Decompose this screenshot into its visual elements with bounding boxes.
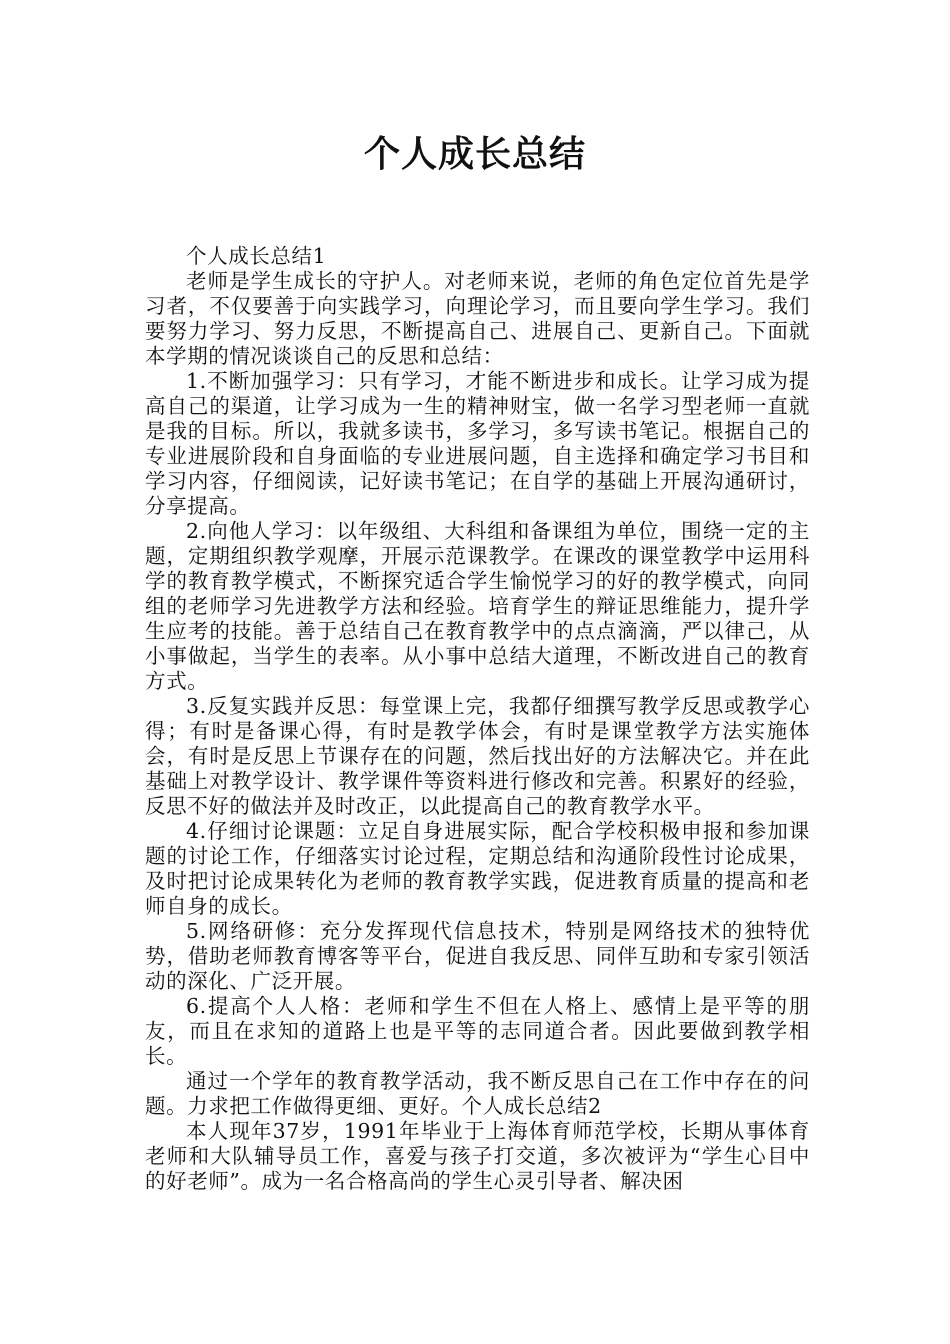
paragraph: 2.向他人学习：以年级组、大科组和备课组为单位，围绕一定的主题，定期组织教学观摩，开展示范课教学。在课改的课堂教学中运用科学的教育教学模式，不断探究适合学生愉悦学习的好的教学模式，向同组的老师学习先进教学方法和经验。培育学生的辩证思维能力，提升学生应考的技能。善于总结自己在教育教学中的点点滴滴，严以律己，从小事做起，当学生的表率。从小事中总结大道理，不断改进自己的教育方式。 <box>145 519 810 693</box>
section-heading: 个人成长总结1 <box>186 244 327 268</box>
paragraph: 通过一个学年的教育教学活动，我不断反思自己在工作中存在的问题。力求把工作做得更细、更好。个人成长总结2 <box>145 1069 810 1118</box>
paragraph: 4.仔细讨论课题：立足自身进展实际，配合学校积极申报和参加课题的讨论工作，仔细落实讨论过程，定期总结和沟通阶段性讨论成果，及时把讨论成果转化为老师的教育教学实践，促进教育质量的提高和老师自身的成长。 <box>145 819 810 918</box>
paragraph: 本人现年37岁，1991年毕业于上海体育师范学校，长期从事体育老师和大队辅导员工作，喜爱与孩子打交道，多次被评为“学生心目中的好老师”。成为一名合格高尚的学生心灵引导者、解决困 <box>145 1119 810 1193</box>
paragraph: 老师是学生成长的守护人。对老师来说，老师的角色定位首先是学习者，不仅要善于向实践学习，向理论学习，而且要向学生学习。我们要努力学习、努力反思，不断提高自己、进展自己、更新自己。下面就本学期的情况谈谈自己的反思和总结： <box>145 269 810 368</box>
document-title: 个人成长总结 <box>363 134 586 175</box>
paragraph: 3.反复实践并反思：每堂课上完，我都仔细撰写教学反思或教学心得；有时是备课心得，有时是教学体会，有时是课堂教学方法实施体会，有时是反思上节课存在的问题，然后找出好的方法解决它。并在此基础上对教学设计、教学课件等资料进行修改和完善。积累好的经验，反思不好的做法并及时改正，以此提高自己的教育教学水平。 <box>145 694 810 818</box>
paragraph: 5.网络研修：充分发挥现代信息技术，特别是网络技术的独特优势，借助老师教育博客等平台，促进自我反思、同伴互助和专家引领活动的深化、广泛开展。 <box>145 919 810 993</box>
paragraph: 1.不断加强学习：只有学习，才能不断进步和成长。让学习成为提高自己的渠道，让学习成为一生的精神财宝，做一名学习型老师一直就是我的目标。所以，我就多读书，多学习，多写读书笔记。根据自己的专业进展阶段和自身面临的专业进展问题，自主选择和确定学习书目和学习内容，仔细阅读，记好读书笔记；在自学的基础上开展沟通研讨，分享提高。 <box>145 369 810 518</box>
paragraph: 6.提高个人人格：老师和学生不但在人格上、感情上是平等的朋友，而且在求知的道路上也是平等的志同道合者。因此要做到教学相长。 <box>145 994 810 1068</box>
document-body <box>145 244 810 1194</box>
